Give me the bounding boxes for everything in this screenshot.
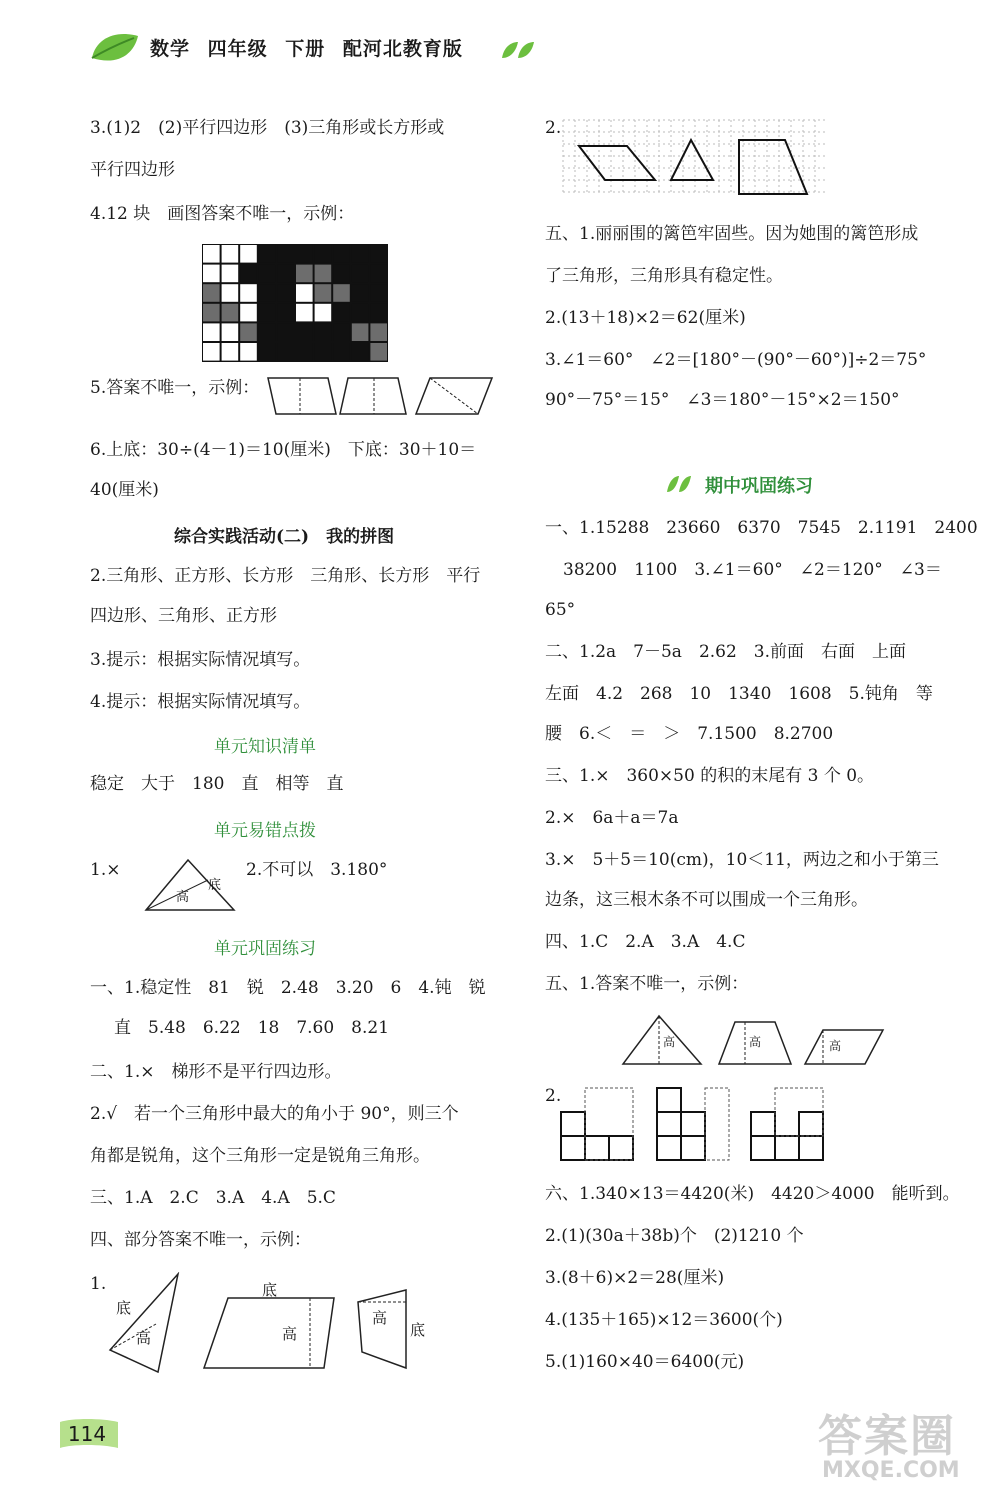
answer-line: 2.√ 若一个三角形中最大的角小于 90°，则三个 <box>90 1104 459 1124</box>
grid-tile <box>370 265 387 283</box>
grid-tile <box>370 323 387 341</box>
grid-tile <box>240 245 257 263</box>
grid-tile <box>352 284 369 302</box>
answer-line: 四、部分答案不唯一，示例： <box>90 1230 311 1250</box>
answer-line: 五、1.丽丽围的篱笆牢固些。因为她围的篱笆形成 <box>545 224 919 244</box>
answer-line: 65° <box>545 600 576 620</box>
grid-tile <box>277 304 294 322</box>
grid-tile <box>315 265 332 283</box>
answer-line: 平行四边形 <box>90 160 175 180</box>
grid-tile <box>259 304 276 322</box>
fig-height-label: 高 <box>663 1035 676 1049</box>
square-arrangement-figure <box>559 1086 829 1166</box>
watermark-line1: 答案圈 <box>818 1411 956 1462</box>
answer-line: 38200 1100 3.∠1＝60° ∠2＝120° ∠3＝ <box>563 560 942 580</box>
grid-tile <box>222 323 239 341</box>
answer-line: 一、1.15288 23660 6370 7545 2.1191 2400 <box>545 518 978 538</box>
answer-line: 5.答案不唯一，示例： <box>90 378 260 398</box>
answer-line: 4.12 块 画图答案不唯一，示例： <box>90 204 355 224</box>
fig-base-label: 底 <box>410 1321 426 1339</box>
answer-line: 5.(1)160×40＝6400(元) <box>545 1352 745 1372</box>
watermark <box>800 1400 990 1490</box>
grid-tile <box>259 245 276 263</box>
answer-line: 三、1.× 360×50 的积的末尾有 3 个 0。 <box>545 766 875 786</box>
grid-tile <box>352 265 369 283</box>
grid-tile <box>370 343 387 361</box>
watermark-line2: MXQE.COM <box>822 1458 960 1483</box>
answer-line: 二、1.2a 7－5a 2.62 3.前面 右面 上面 <box>545 642 907 662</box>
answer-line: 边条，这三根木条不可以围成一个三角形。 <box>545 890 868 910</box>
grid-tile <box>333 323 350 341</box>
grid-tile <box>203 265 220 283</box>
grid-tile <box>203 304 220 322</box>
answer-line: 40(厘米) <box>90 480 159 500</box>
double-leaf-icon <box>500 38 536 62</box>
answer-line: 2. <box>545 118 562 138</box>
grid-tile <box>277 343 294 361</box>
answer-line: 腰 6.＜ ＝ ＞ 7.1500 8.2700 <box>545 724 834 744</box>
fig-height-label: 高 <box>136 1329 152 1347</box>
page-number <box>58 1416 120 1452</box>
grid-tile <box>277 284 294 302</box>
grid-tile <box>203 284 220 302</box>
header-title <box>150 34 463 61</box>
tile-grid-figure <box>202 244 388 362</box>
fig-base-label: 底 <box>116 1299 132 1317</box>
grid-tile <box>259 284 276 302</box>
grid-tile <box>315 323 332 341</box>
grid-tile <box>259 323 276 341</box>
answer-line: 五、1.答案不唯一，示例： <box>545 974 749 994</box>
answer-line: 了三角形，三角形具有稳定性。 <box>545 266 783 286</box>
grid-tile <box>259 343 276 361</box>
midterm-section-title: 期中巩固练习 <box>705 476 813 497</box>
grid-tile <box>315 304 332 322</box>
header-volume: 下册 <box>285 38 326 60</box>
grid-tile <box>259 265 276 283</box>
fig-height-label: 高 <box>829 1039 842 1053</box>
answer-line: 2.不可以 3.180° <box>246 860 388 880</box>
answer-line: 2.三角形、正方形、长方形 三角形、长方形 平行 <box>90 566 481 586</box>
section-title-errors: 单元易错点拨 <box>214 821 316 841</box>
answer-line: 二、1.× 梯形不是平行四边形。 <box>90 1062 342 1082</box>
grid-tile <box>277 245 294 263</box>
answer-line: 三、1.A 2.C 3.A 4.A 5.C <box>90 1188 336 1208</box>
grid-tile <box>370 245 387 263</box>
answer-line: 3.(8＋6)×2＝28(厘米) <box>545 1268 725 1288</box>
grid-tile <box>370 284 387 302</box>
grid-tile <box>203 245 220 263</box>
activity-title: 综合实践活动(二) 我的拼图 <box>174 527 395 547</box>
answer-line: 左面 4.2 268 10 1340 1608 5.钝角 等 <box>545 684 933 704</box>
triangle-height-label: 高 <box>176 890 190 905</box>
grid-tile <box>240 304 257 322</box>
fig-height-label: 高 <box>372 1309 388 1327</box>
grid-tile <box>222 245 239 263</box>
grid-tile <box>296 245 313 263</box>
triangle-height-figure <box>142 856 238 914</box>
answer-line: 6.上底：30÷(4－1)＝10(厘米) 下底：30＋10＝ <box>90 440 477 460</box>
grid-tile <box>370 304 387 322</box>
answer-line: 4.提示：根据实际情况填写。 <box>90 692 311 712</box>
grid-tile <box>315 343 332 361</box>
grid-tile <box>333 284 350 302</box>
example-shapes-figure <box>256 374 496 418</box>
grid-tile <box>277 265 294 283</box>
grid-tile <box>333 265 350 283</box>
triangle-base-label: 底 <box>208 878 222 893</box>
header-edition: 配河北教育版 <box>342 38 463 60</box>
grid-tile <box>203 323 220 341</box>
grid-tile <box>352 245 369 263</box>
answer-line: 2.(1)(30a＋38b)个 (2)1210 个 <box>545 1226 804 1246</box>
fig-height-label: 高 <box>282 1325 298 1343</box>
fig-base-label: 底 <box>262 1281 278 1299</box>
header-grade: 四年级 <box>207 38 268 60</box>
answer-line: 2.(13＋18)×2＝62(厘米) <box>545 308 746 328</box>
fig-height-label: 高 <box>749 1035 762 1049</box>
grid-tile <box>240 265 257 283</box>
grid-tile <box>296 343 313 361</box>
grid-tile <box>296 265 313 283</box>
answer-line: 3.∠1＝60° ∠2＝[180°－(90°－60°)]÷2＝75° <box>545 350 927 370</box>
grid-tile <box>203 343 220 361</box>
grid-tile <box>222 265 239 283</box>
answer-line: 2. <box>545 1086 562 1106</box>
answer-line: 1.× <box>90 860 121 880</box>
grid-tile <box>352 343 369 361</box>
page-header <box>88 28 548 72</box>
grid-tile <box>296 323 313 341</box>
grid-tile <box>315 245 332 263</box>
section-title-practice: 单元巩固练习 <box>214 939 316 959</box>
answer-line: 2.× 6a＋a＝7a <box>545 808 679 828</box>
answer-line: 1. <box>90 1274 107 1294</box>
header-subject: 数学 <box>150 38 191 60</box>
answer-line: 4.(135＋165)×12＝3600(个) <box>545 1310 783 1330</box>
page-number-text: 114 <box>67 1422 107 1446</box>
answer-line: 四边形、三角形、正方形 <box>90 606 277 626</box>
grid-tile <box>333 343 350 361</box>
answer-line: 90°－75°＝15° ∠3＝180°－15°×2＝150° <box>545 390 900 410</box>
leaf-logo-icon <box>88 28 144 68</box>
answer-line: 四、1.C 2.A 3.A 4.C <box>545 932 746 952</box>
answer-line: 稳定 大于 180 直 相等 直 <box>90 774 344 794</box>
answer-line: 3.(1)2 (2)平行四边形 (3)三角形或长方形或 <box>90 118 445 138</box>
answer-line: 直 5.48 6.22 18 7.60 8.21 <box>114 1018 390 1038</box>
answer-line: 一、1.稳定性 81 锐 2.48 3.20 6 4.钝 锐 <box>90 978 486 998</box>
answer-line: 六、1.340×13＝4420(米) 4420＞4000 能听到。 <box>545 1184 960 1204</box>
grid-tile <box>240 343 257 361</box>
answer-line: 3.× 5＋5＝10(cm)，10＜11，两边之和小于第三 <box>545 850 939 870</box>
grid-tile <box>296 304 313 322</box>
grid-tile <box>333 245 350 263</box>
grid-tile <box>240 323 257 341</box>
answer-line: 角都是锐角，这个三角形一定是锐角三角形。 <box>90 1146 430 1166</box>
dotted-grid-shapes-figure <box>559 116 829 198</box>
section-title-knowledge: 单元知识清单 <box>214 737 316 757</box>
grid-tile <box>222 304 239 322</box>
grid-tile <box>222 343 239 361</box>
grid-tile <box>352 304 369 322</box>
grid-tile <box>222 284 239 302</box>
grid-tile <box>352 323 369 341</box>
section-leaf-icon <box>665 474 693 494</box>
grid-tile <box>333 304 350 322</box>
grid-tile <box>240 284 257 302</box>
grid-tile <box>277 323 294 341</box>
answer-line: 3.提示：根据实际情况填写。 <box>90 650 311 670</box>
grid-tile <box>315 284 332 302</box>
grid-tile <box>296 284 313 302</box>
